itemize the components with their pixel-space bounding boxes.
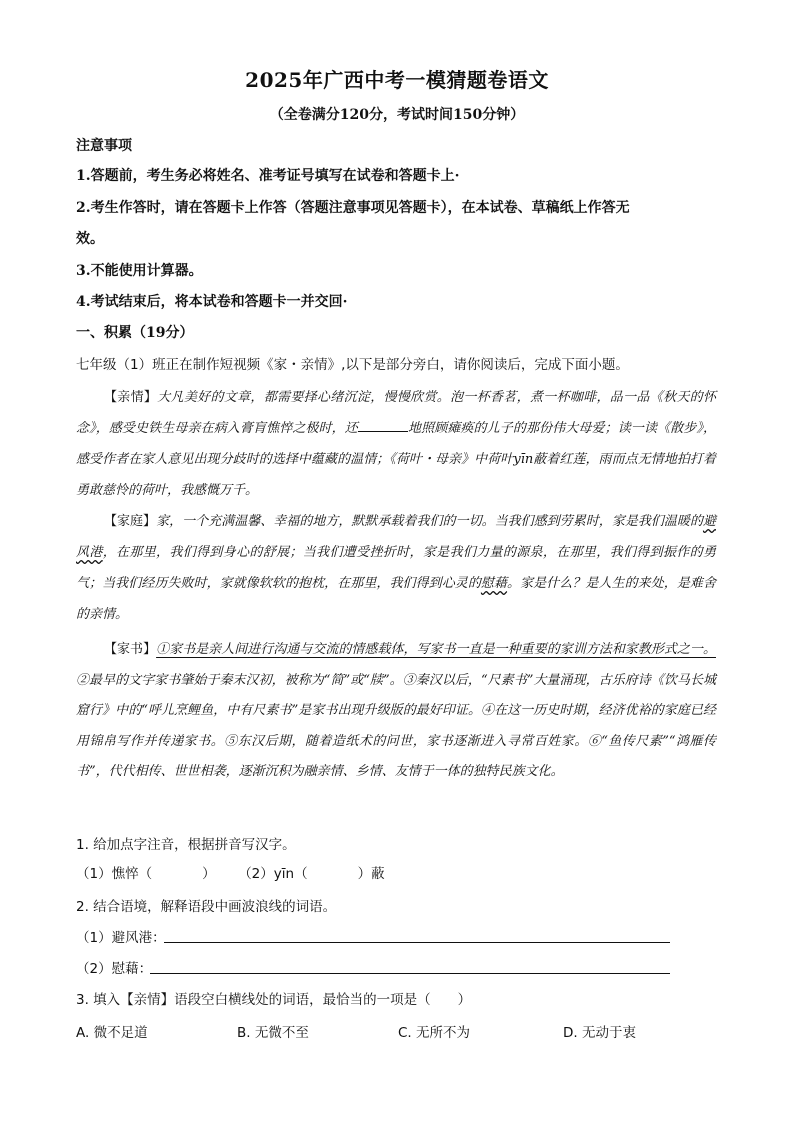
note-item-2-cont: 效。 <box>76 231 104 247</box>
answer-line-2[interactable] <box>150 973 670 974</box>
option-a[interactable]: A. 微不足道 <box>76 1025 148 1041</box>
section-intro: 七年级（1）班正在制作短视频《家・亲情》,以下是部分旁白，请你阅读后，完成下面小题。 <box>76 357 629 373</box>
passage-tag-qinqing: 【亲情】 <box>104 390 158 405</box>
option-d[interactable]: D. 无动于衷 <box>563 1025 636 1041</box>
question-1-part-1-label: （1）憔悴（ <box>76 866 153 882</box>
section-heading: 一、积累（19分） <box>76 325 194 341</box>
passage-jiashu-text: ②最早的文字家书肇始于秦末汉初，被称为“简”或“牍”。③秦汉以后，“尺素书”大量涌现，古乐府诗《饮马长城窟行》中的“呼儿烹鲤鱼，中有尺素书”是家书出现升级版的最好印证。④在这一历史时期，经济优裕的家庭已经用锦帛写作并传递家书。⑤东汉后期，随着造纸术的问世，家书逐渐进入寻常百姓家。⑥“鱼传尺素”“鸿雁传书”，代代相传、世世相袭，逐渐沉积为融亲情、乡情、友情于一体的独特民族文化。 <box>76 672 716 779</box>
passage-tag-jiating: 【家庭】 <box>104 514 157 529</box>
exam-subtitle: （全卷满分120分，考试时间150分钟） <box>269 107 525 123</box>
underlined-sentence: ①家书是亲人间进行沟通与交流的情感载体，写家书一直是一种重要的家训方法和家教形式之一。 <box>156 642 716 657</box>
wavy-word-weijie: 慰藉 <box>480 576 508 591</box>
wavy-word-bifenggang: 避风港 <box>76 514 716 560</box>
exam-title: 2025年广西中考一模猜题卷语文 <box>245 68 549 92</box>
passage-qinqing <box>76 382 716 506</box>
option-b[interactable]: B. 无微不至 <box>237 1025 309 1041</box>
question-1-part-2-label: （2）yīn（ <box>238 866 308 882</box>
question-1-parts <box>76 864 385 884</box>
note-item-2: 2.考生作答时，请在答题卡上作答（答题注意事项见答题卡），在本试卷、草稿纸上作答无 <box>76 200 630 216</box>
fill-in-blank <box>358 417 408 432</box>
passage-qinqing-text-b: 地照顾瘫痪的儿子的那份伟大母爱；读一读《散步》，感受作者在家人意见出现分歧时的选择中蕴藏的温情；《荷叶・母亲》中荷叶yīn蔽着红莲，雨而点无情地拍打着勇敢慈怜的荷叶，我感慨万千。 <box>76 421 716 498</box>
question-3-stem: 3. 填入【亲情】语段空白横线处的词语，最恰当的一项是（ ） <box>76 992 472 1008</box>
note-item-3: 3.不能使用计算器。 <box>76 263 203 279</box>
passage-jiating-text-a: 家，一个充满温馨、幸福的地方，默默承载着我们的一切。当我们感到劳累时，家是我们温暖的 <box>156 514 703 529</box>
passage-qinqing-text-a: 大凡美好的文章，都需要择心绪沉淀，慢慢欣赏。泡一杯香茗，煮一杯咖啡，品一品《秋天的怀念》，感受史铁生母亲在病入膏肓憔悴之极时，还 <box>76 390 716 436</box>
passage-jiating <box>76 506 716 630</box>
passage-tag-jiashu: 【家书】 <box>104 642 157 657</box>
notes-heading: 注意事项 <box>76 138 132 154</box>
note-item-1: 1.答题前，考生务必将姓名、准考证号填写在试卷和答题卡上· <box>76 168 460 184</box>
question-2-part-2: （2）慰藉： <box>76 961 153 977</box>
passage-jiating-text-b: ，在那里，我们得到身心的舒展；当我们遭受挫折时，家是我们力量的源泉，在那里，我们得到振作的勇气；当我们经历失败时，家就像软软的抱枕，在那里，我们得到心灵的 <box>76 545 716 591</box>
option-c[interactable]: C. 无所不为 <box>398 1025 471 1041</box>
note-item-4: 4.考试结束后，将本试卷和答题卡一并交回· <box>76 294 348 310</box>
question-2-part-1: （1）避风港： <box>76 930 166 946</box>
question-1-part-2-close: ）蔽 <box>357 866 385 882</box>
question-1-part-1-close: ） <box>202 866 216 882</box>
passage-jiating-text-c: 。家是什么？是人生的来处，是难舍的亲情。 <box>76 576 716 622</box>
question-2-stem: 2. 结合语境，解释语段中画波浪线的词语。 <box>76 899 337 915</box>
passage-jiashu <box>76 635 716 788</box>
question-1-stem: 1. 给加点字注音，根据拼音写汉字。 <box>76 837 296 853</box>
answer-line-1[interactable] <box>164 942 670 943</box>
